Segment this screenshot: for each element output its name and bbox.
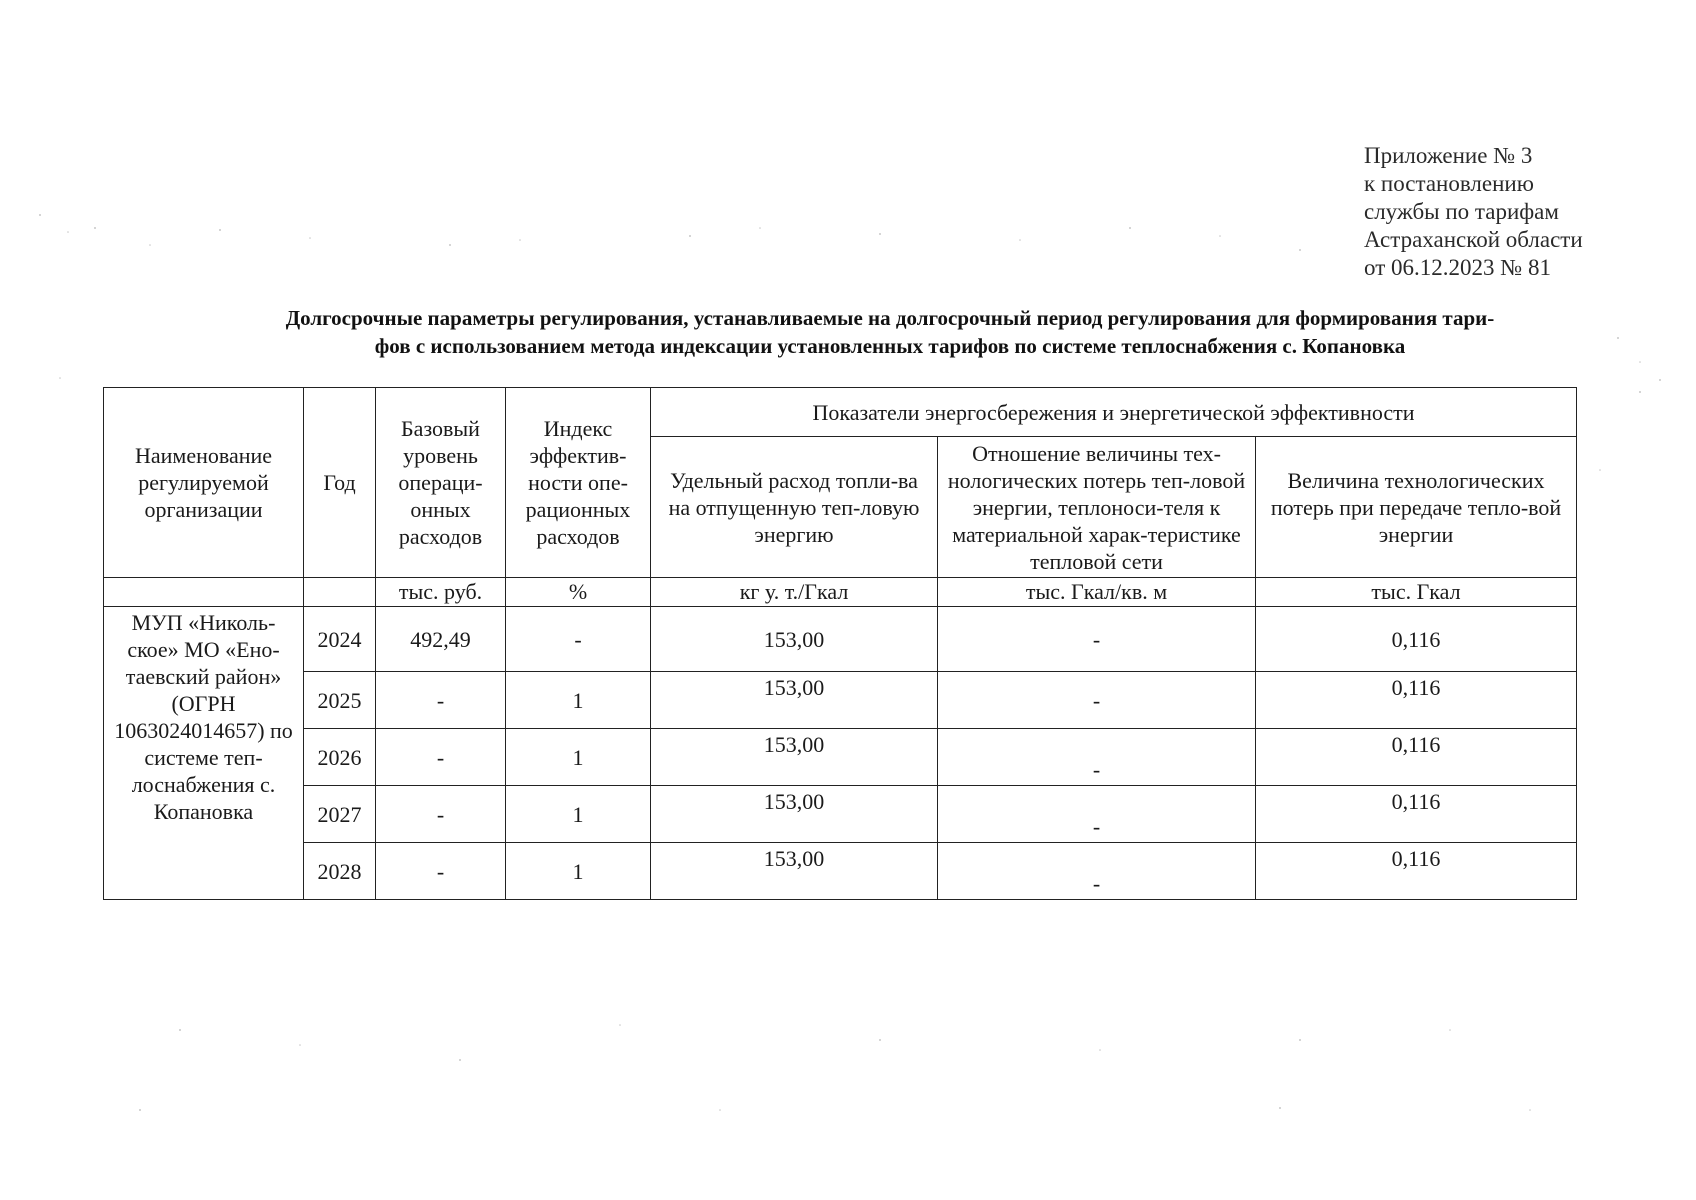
cell-loss-ratio: -: [938, 843, 1256, 900]
cell-base-level: -: [376, 672, 506, 729]
header-base-level: Базовый уровень операци-онных расходов: [376, 388, 506, 578]
appendix-line-4: Астраханской области: [1364, 227, 1583, 252]
cell-year: 2025: [304, 672, 376, 729]
unit-fuel-consumption: кг у. т./Гкал: [651, 578, 938, 607]
cell-loss-ratio: -: [938, 607, 1256, 672]
cell-efficiency-index: -: [506, 607, 651, 672]
header-year: Год: [304, 388, 376, 578]
table-row: [104, 786, 1577, 843]
unit-tech-losses: тыс. Гкал: [1256, 578, 1577, 607]
cell-efficiency-index: 1: [506, 843, 651, 900]
cell-base-level: -: [376, 729, 506, 786]
appendix-line-3: службы по тарифам: [1364, 199, 1559, 224]
cell-efficiency-index: 1: [506, 729, 651, 786]
units-row: [104, 578, 1577, 607]
table-row: [104, 729, 1577, 786]
document-title: [170, 304, 1610, 360]
cell-tech-losses: 0,116: [1256, 786, 1577, 843]
cell-base-level: -: [376, 843, 506, 900]
cell-tech-losses: 0,116: [1256, 843, 1577, 900]
table-row: [104, 843, 1577, 900]
header-tech-losses: Величина технологических потерь при передаче тепло-вой энергии: [1256, 437, 1577, 578]
header-energy-group: Показатели энергосбережения и энергетической эффективности: [651, 388, 1577, 437]
table-row: [104, 607, 1577, 672]
cell-fuel-consumption: 153,00: [651, 786, 938, 843]
header-row-main: [104, 388, 1577, 437]
cell-year: 2024: [304, 607, 376, 672]
cell-efficiency-index: 1: [506, 672, 651, 729]
cell-fuel-consumption: 153,00: [651, 607, 938, 672]
organization-name: МУП «Николь-ское» МО «Ено-таевский район» (ОГРН 1063024014657) по системе теп-лоснабжения с. Копановка: [104, 607, 304, 900]
appendix-line-2: к постановлению: [1364, 171, 1534, 196]
cell-loss-ratio: -: [938, 786, 1256, 843]
cell-fuel-consumption: 153,00: [651, 672, 938, 729]
cell-loss-ratio: -: [938, 672, 1256, 729]
parameters-table: [103, 387, 1577, 900]
units-empty-year: [304, 578, 376, 607]
cell-base-level: -: [376, 786, 506, 843]
appendix-line-1: Приложение № 3: [1364, 143, 1533, 168]
appendix-block: [1364, 142, 1583, 282]
cell-tech-losses: 0,116: [1256, 607, 1577, 672]
cell-year: 2028: [304, 843, 376, 900]
cell-year: 2026: [304, 729, 376, 786]
appendix-line-5: от 06.12.2023 № 81: [1364, 255, 1551, 280]
cell-efficiency-index: 1: [506, 786, 651, 843]
cell-year: 2027: [304, 786, 376, 843]
unit-efficiency-index: %: [506, 578, 651, 607]
cell-base-level: 492,49: [376, 607, 506, 672]
table-row: [104, 672, 1577, 729]
header-efficiency-index: Индекс эффектив-ности опе-рационных расходов: [506, 388, 651, 578]
cell-fuel-consumption: 153,00: [651, 843, 938, 900]
header-fuel-consumption: Удельный расход топли-ва на отпущенную теп-ловую энергию: [651, 437, 938, 578]
cell-loss-ratio: -: [938, 729, 1256, 786]
document-title-line-1: Долгосрочные параметры регулирования, устанавливаемые на долгосрочный период регулирования для формирования тари-: [285, 306, 1495, 330]
header-org-name: Наименование регулируемой организации: [104, 388, 304, 578]
header-loss-ratio: Отношение величины тех-нологических потерь теп-ловой энергии, теплоноси-теля к материальной харак-теристике тепловой сети: [938, 437, 1256, 578]
cell-fuel-consumption: 153,00: [651, 729, 938, 786]
cell-tech-losses: 0,116: [1256, 729, 1577, 786]
units-empty-org: [104, 578, 304, 607]
unit-base-level: тыс. руб.: [376, 578, 506, 607]
unit-loss-ratio: тыс. Гкал/кв. м: [938, 578, 1256, 607]
document-title-line-2: фов с использованием метода индексации установленных тарифов по системе теплоснабжения с. Копановка: [374, 334, 1406, 358]
cell-tech-losses: 0,116: [1256, 672, 1577, 729]
